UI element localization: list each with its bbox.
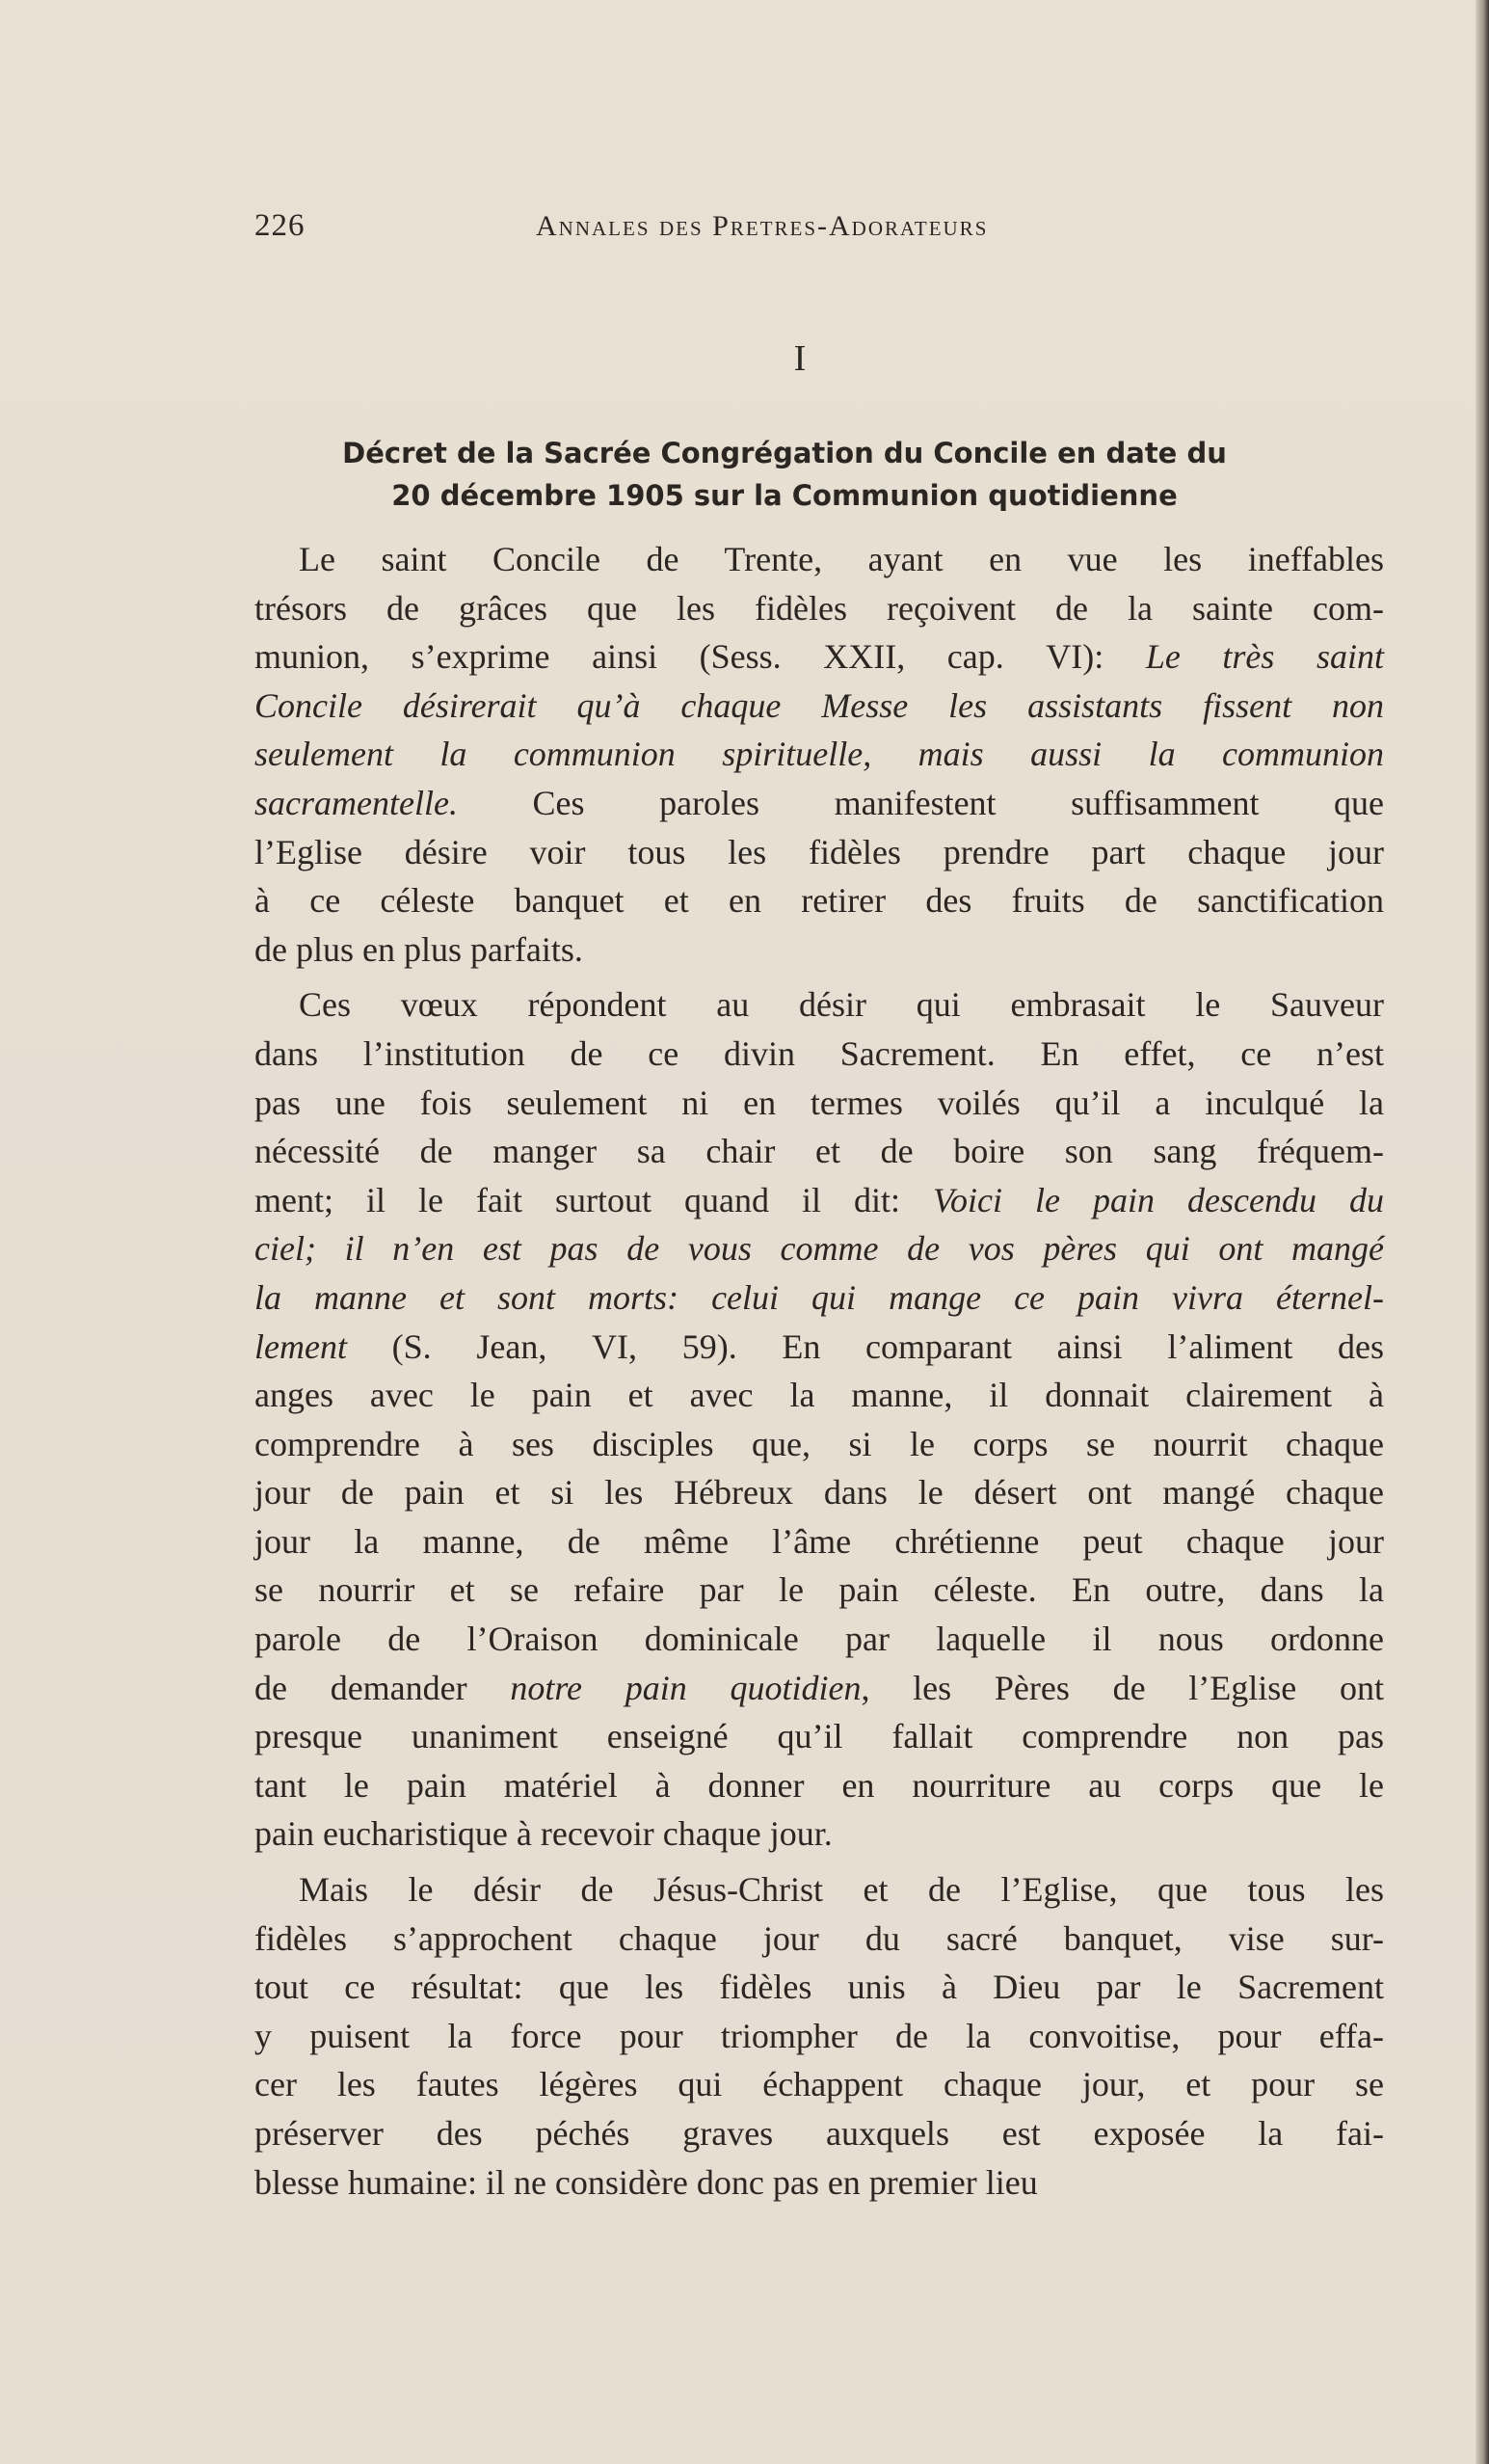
text-line bbox=[254, 1712, 1384, 1761]
text-span: jour de pain et si les Hébreux dans le désert ont mangé chaque bbox=[254, 1473, 1384, 1513]
italic-text: la manne et sont morts: celui qui mange ce pain vivra éternel- bbox=[254, 1277, 1384, 1317]
text-line bbox=[254, 1079, 1384, 1128]
text-span: comprendre à ses disciples que, si le corps se nourrit chaque bbox=[254, 1424, 1384, 1463]
text-span: munion, s’exprime ainsi (Sess. XXII, cap. bbox=[254, 637, 1047, 677]
text-span: anges avec le pain et avec la manne, il donnait clairement à bbox=[254, 1376, 1384, 1415]
text-span: Ces paroles manifestent suffisamment que bbox=[457, 783, 1384, 822]
text-span: VI bbox=[1046, 637, 1083, 677]
text-span: de demander bbox=[254, 1668, 511, 1707]
heading-line-1: Décret de la Sacrée Congrégation du Concile en date du bbox=[342, 437, 1227, 469]
text-line bbox=[254, 2109, 1384, 2158]
text-span: ): bbox=[1082, 637, 1146, 677]
text-line bbox=[254, 1030, 1384, 1079]
text-line bbox=[254, 1615, 1384, 1664]
text-span: de plus en plus parfaits. bbox=[254, 929, 583, 969]
text-line bbox=[254, 632, 1384, 682]
heading-line-2: 20 décembre 1905 sur la Communion quotidienne bbox=[391, 479, 1178, 512]
text-line bbox=[254, 1224, 1384, 1273]
text-line bbox=[254, 828, 1384, 877]
text-line bbox=[254, 584, 1384, 633]
body-text bbox=[254, 535, 1384, 2207]
text-line bbox=[254, 1761, 1384, 1810]
section-numeral: I bbox=[793, 338, 807, 379]
text-span: , 59). En comparant ainsi l’aliment des bbox=[628, 1326, 1384, 1366]
text-line bbox=[254, 779, 1384, 828]
journal-title: Annales des Pretres-Adorateurs bbox=[536, 210, 989, 242]
running-head bbox=[254, 208, 1218, 247]
text-span: presque unaniment enseigné qu’il fallait comprendre non pas bbox=[254, 1717, 1384, 1756]
text-line bbox=[254, 2060, 1384, 2109]
text-line bbox=[254, 1566, 1384, 1615]
italic-text: Voici le pain descendu du bbox=[933, 1180, 1384, 1219]
text-line bbox=[254, 2158, 1384, 2208]
text-line bbox=[254, 1420, 1384, 1469]
italic-text: sacramentelle. bbox=[254, 783, 458, 822]
italic-text: lement bbox=[254, 1326, 347, 1366]
text-span: Mais le désir de Jésus-Christ et de l’Eglise, que tous les bbox=[299, 1870, 1384, 1910]
text-span: à ce céleste banquet et en retirer des fruits de sanctification bbox=[254, 881, 1384, 921]
text-span: fidèles s’approchent chaque jour du sacré banquet, vise sur- bbox=[254, 1918, 1384, 1958]
text-line bbox=[254, 876, 1384, 925]
text-line bbox=[254, 980, 1384, 1030]
italic-text: Concile désirerait qu’à chaque Messe les assistants fissent non bbox=[254, 685, 1384, 725]
italic-text: ciel; il n’en est pas de vous comme de vos pères qui ont mangé bbox=[254, 1229, 1384, 1269]
text-line bbox=[254, 925, 1384, 975]
italic-text: notre pain quotidien bbox=[510, 1668, 862, 1707]
text-span: l’Eglise désire voir tous les fidèles prendre part chaque jour bbox=[254, 832, 1384, 871]
text-span: , les Pères de l’Eglise ont bbox=[861, 1668, 1385, 1707]
text-line bbox=[254, 1915, 1384, 1964]
text-line bbox=[254, 1127, 1384, 1176]
text-line bbox=[254, 1809, 1384, 1859]
text-line bbox=[254, 1371, 1384, 1420]
text-span: dans l’institution de ce divin Sacrement. En effet, ce n’est bbox=[254, 1033, 1384, 1073]
text-span: Ces vœux répondent au désir qui embrasait le Sauveur bbox=[299, 985, 1384, 1025]
text-line bbox=[254, 535, 1384, 584]
text-span: pas une fois seulement ni en termes voilés qu’il a inculqué la bbox=[254, 1083, 1384, 1122]
text-span: trésors de grâces que les fidèles reçoivent de la sainte com- bbox=[254, 588, 1384, 628]
text-span: VI bbox=[592, 1326, 629, 1366]
text-span: nécessité de manger sa chair et de boire son sang fréquem- bbox=[254, 1132, 1384, 1171]
text-span: préserver des péchés graves auxquels est exposée la fai- bbox=[254, 2114, 1384, 2153]
text-line bbox=[254, 682, 1384, 731]
text-line bbox=[254, 1517, 1384, 1567]
text-span: tant le pain matériel à donner en nourriture au corps que le bbox=[254, 1765, 1384, 1805]
text-span: blesse humaine: il ne considère donc pas en premier lieu bbox=[254, 2162, 1038, 2202]
text-line bbox=[254, 1176, 1384, 1225]
decree-heading bbox=[254, 432, 1315, 517]
text-span: y puisent la force pour triompher de la convoitise, pour effa- bbox=[254, 2016, 1384, 2055]
text-span: Le saint Concile de Trente, ayant en vue les ineffables bbox=[299, 540, 1384, 578]
text-line bbox=[254, 1664, 1384, 1713]
text-span: pain eucharistique à recevoir chaque jour. bbox=[254, 1814, 833, 1854]
page-number: 226 bbox=[254, 208, 306, 243]
text-span: parole de l’Oraison dominicale par laquelle il nous ordonne bbox=[254, 1620, 1384, 1659]
text-line bbox=[254, 1273, 1384, 1323]
text-span: se nourrir et se refaire par le pain céleste. En outre, dans la bbox=[254, 1570, 1384, 1610]
italic-text: seulement la communion spirituelle, mais aussi la communion bbox=[254, 735, 1384, 774]
text-line bbox=[254, 1323, 1384, 1372]
text-span: tout ce résultat: que les fidèles unis à Dieu par le Sacrement bbox=[254, 1968, 1384, 2007]
text-span: jour la manne, de même l’âme chrétienne peut chaque jour bbox=[254, 1521, 1384, 1561]
text-span: cer les fautes légères qui échappent chaque jour, et pour se bbox=[254, 2065, 1384, 2104]
text-span: (S. Jean, bbox=[346, 1326, 593, 1366]
text-line bbox=[254, 1963, 1384, 2012]
text-line bbox=[254, 2012, 1384, 2061]
text-line bbox=[254, 730, 1384, 779]
text-line bbox=[254, 1865, 1384, 1915]
italic-text: Le très saint bbox=[1145, 637, 1384, 677]
text-line bbox=[254, 1468, 1384, 1517]
text-span: ment; il le fait surtout quand il dit: bbox=[254, 1180, 934, 1219]
